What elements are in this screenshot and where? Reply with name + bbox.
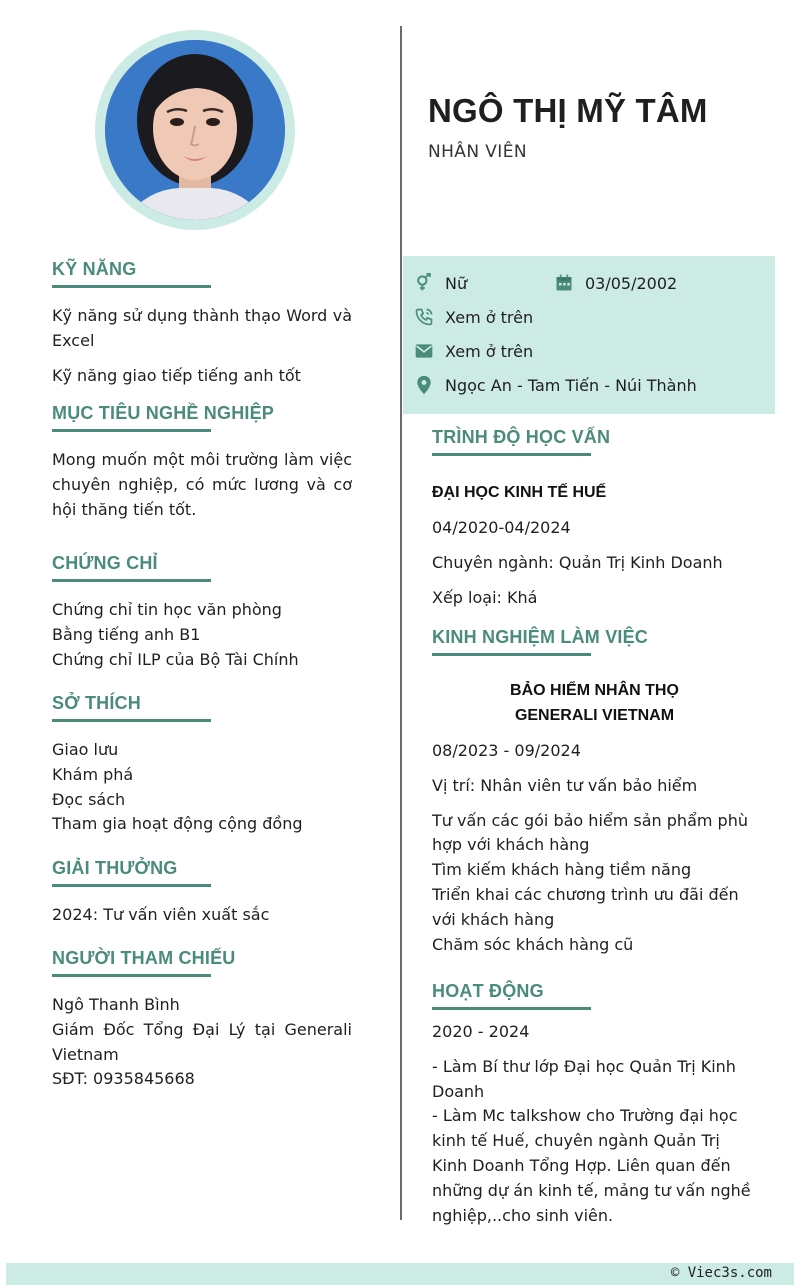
awards-section: [52, 858, 352, 928]
experience-company: BẢO HIỂM NHÂN THỌ GENERALI VIETNAM: [510, 682, 679, 724]
birthdate-value: 03/05/2002: [585, 273, 678, 293]
certificate-item: Chứng chỉ ILP của Bộ Tài Chính: [52, 649, 299, 669]
gender-value: Nữ: [445, 273, 468, 293]
address-value: Ngọc An - Tam Tiến - Núi Thành: [445, 375, 697, 395]
profile-photo: [105, 40, 285, 220]
hobby-item: Giao lưu: [52, 740, 119, 759]
experience-section: [432, 627, 757, 957]
education-grade: Xếp loại: Khá: [432, 587, 538, 607]
section-underline: [52, 429, 211, 432]
candidate-title: NHÂN VIÊN: [428, 142, 527, 162]
footer-bar: [6, 1263, 794, 1285]
gender-row: [413, 272, 467, 294]
column-divider: [400, 26, 402, 1220]
footer-watermark[interactable]: © Viec3s.com: [670, 1265, 772, 1281]
awards-title: GIẢI THƯỞNG: [52, 858, 178, 878]
section-underline: [52, 884, 211, 887]
certificates-title: CHỨNG CHỈ: [52, 553, 158, 573]
birthdate-row: [553, 272, 677, 294]
gender-icon: [413, 272, 435, 294]
education-school: ĐẠI HỌC KINH TẾ HUẾ: [432, 484, 607, 501]
reference-position: Giám Đốc Tổng Đại Lý tại Generali Vietnam: [52, 1019, 352, 1064]
experience-duty: Triển khai các chương trình ưu đãi đến với khách hàng: [432, 884, 739, 929]
education-section: [432, 427, 757, 610]
activities-period: 2020 - 2024: [432, 1022, 530, 1041]
section-underline: [52, 579, 211, 582]
address-row: [413, 374, 697, 396]
experience-position: Vị trí: Nhân viên tư vấn bảo hiểm: [432, 775, 698, 795]
skill-item: Kỹ năng sử dụng thành thạo Word và Excel: [52, 306, 352, 350]
skills-title: KỸ NĂNG: [52, 259, 137, 279]
section-underline: [432, 653, 591, 656]
section-underline: [52, 719, 211, 722]
skills-section: [52, 259, 352, 388]
email-value: Xem ở trên: [445, 341, 534, 361]
reference-phone: SĐT: 0935845668: [52, 1069, 195, 1089]
certificates-section: [52, 553, 352, 672]
experience-duty: Tìm kiếm khách hàng tiềm năng: [432, 860, 692, 880]
candidate-name: NGÔ THỊ MỸ TÂM: [428, 92, 708, 129]
hobby-item: Tham gia hoạt động cộng đồng: [52, 814, 303, 834]
activities-title: HOẠT ĐỘNG: [432, 981, 544, 1001]
activity-item: - Làm Bí thư lớp Đại học Quản Trị Kinh Doanh: [432, 1056, 736, 1101]
certificate-item: Bằng tiếng anh B1: [52, 624, 201, 644]
email-row: [413, 340, 533, 362]
experience-title: KINH NGHIỆM LÀM VIỆC: [432, 627, 649, 647]
experience-period: 08/2023 - 09/2024: [432, 741, 581, 760]
hobbies-title: SỞ THÍCH: [52, 693, 141, 713]
contact-panel: [403, 256, 775, 414]
references-section: [52, 948, 352, 1092]
phone-row: [413, 306, 533, 328]
phone-icon: [413, 306, 435, 328]
activities-section: [432, 981, 757, 1228]
section-underline: [432, 453, 591, 456]
education-period: 04/2020-04/2024: [432, 518, 571, 537]
phone-value: Xem ở trên: [445, 307, 534, 327]
hobby-item: Đọc sách: [52, 789, 126, 809]
activity-item: - Làm Mc talkshow cho Trường đại học kinh tế Huế, chuyên ngành Quản Trị Kinh Doanh Tổng Hợp. Liên quan đến những dự án kinh tế, mảng tư vấn nghề nghiệp,..cho sinh viên.: [432, 1106, 751, 1225]
section-underline: [432, 1007, 591, 1010]
education-major: Chuyên ngành: Quản Trị Kinh Doanh: [432, 552, 723, 572]
skill-item: Kỹ năng giao tiếp tiếng anh tốt: [52, 365, 301, 385]
certificate-item: Chứng chỉ tin học văn phòng: [52, 600, 282, 619]
award-item: 2024: Tư vấn viên xuất sắc: [52, 905, 270, 924]
email-icon: [413, 340, 435, 362]
section-underline: [52, 285, 211, 288]
calendar-icon: [553, 272, 575, 294]
objective-text: Mong muốn một môi trường làm việc chuyên nghiệp, có mức lương và cơ hội thăng tiến tốt.: [52, 450, 352, 519]
hobby-item: Khám phá: [52, 764, 134, 784]
hobbies-section: [52, 693, 352, 837]
objective-section: [52, 403, 352, 522]
objective-title: MỤC TIÊU NGHỀ NGHIỆP: [52, 403, 275, 423]
avatar: [105, 40, 285, 220]
references-title: NGƯỜI THAM CHIẾU: [52, 948, 236, 968]
education-title: TRÌNH ĐỘ HỌC VẤN: [432, 427, 611, 447]
section-underline: [52, 974, 211, 977]
location-icon: [413, 374, 435, 396]
experience-duty: Chăm sóc khách hàng cũ: [432, 934, 634, 954]
reference-name: Ngô Thanh Bình: [52, 995, 180, 1014]
experience-duty: Tư vấn các gói bảo hiểm sản phẩm phù hợp với khách hàng: [432, 810, 748, 855]
